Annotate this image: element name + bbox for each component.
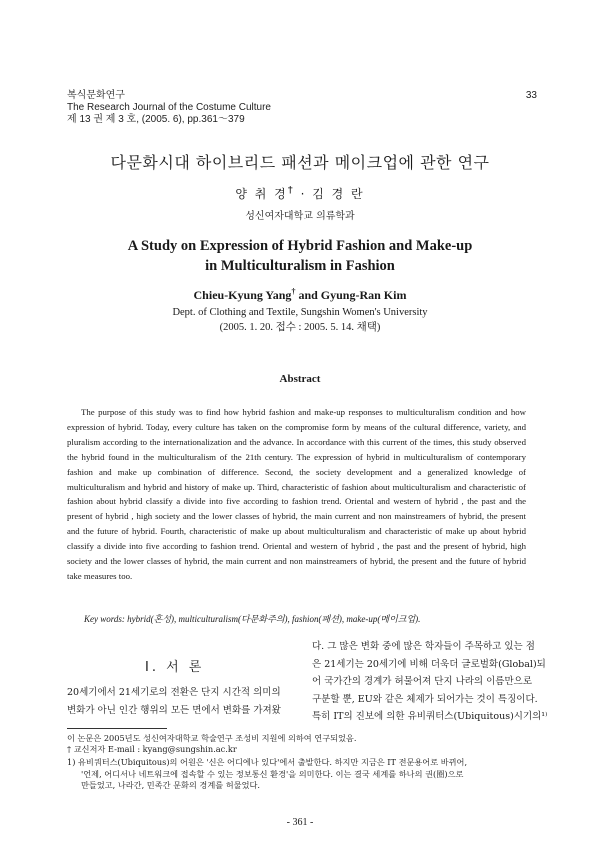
title-korean: 다문화시대 하이브리드 패션과 메이크업에 관한 연구 <box>110 153 490 172</box>
footnote-line: 만들었고, 나라간, 민족간 문화의 경계를 허물었다. <box>81 780 261 790</box>
footnote-funding: 이 논문은 2005년도 성신여자대학교 학술연구 조성비 지원에 의하여 연구되었음. <box>67 733 357 743</box>
journal-name-ko: 복식문화연구 <box>67 90 125 101</box>
footnote-ubiquitous <box>67 757 532 792</box>
body-line: 특히 IT의 진보에 의한 유비쿼터스(Ubiquitous)시기의¹⁾ <box>312 711 548 722</box>
body-line: 은 21세기는 20세기에 비해 더욱더 글로벌화(Global)되 <box>312 658 546 670</box>
journal-volume: 제 13 권 제 3 호, (2005. 6), pp.361～379 <box>67 114 245 125</box>
section-heading-introduction: Ⅰ. 서 론 <box>145 660 205 675</box>
journal-name-en: The Research Journal of the Costume Culture <box>67 102 271 113</box>
journal-header <box>67 90 271 126</box>
body-line: 변화가 아닌 인간 행위의 모든 면에서 변화를 가져왔 <box>67 704 281 716</box>
author-second-ko: 김 경 란 <box>312 187 365 201</box>
author-first-ko: 양 취 경 <box>235 187 288 201</box>
author-separator: · <box>294 187 313 201</box>
received-accepted-dates: (2005. 1. 20. 접수 : 2005. 5. 14. 채택) <box>219 322 381 333</box>
title-english-line1: A Study on Expression of Hybrid Fashion and Make-up <box>127 238 473 254</box>
title-english-line2: in Multiculturalism in Fashion <box>205 258 395 274</box>
author-rest-en: and Gyung-Ran Kim <box>295 288 407 302</box>
footnote-line: '언제, 어디서나 네트워크에 접속할 수 있는 정보통신 환경'을 의미한다. 이는 결국 세계를 하나의 권(圈)으로 <box>81 768 464 779</box>
footnote-corresponding-email: † 교신저자 E-mail : kyang@sungshin.ac.kr <box>67 744 237 754</box>
page-number-bottom: - 361 - <box>286 817 314 828</box>
authors-english <box>0 287 600 303</box>
footnote-separator <box>67 728 167 729</box>
abstract-text: The purpose of this study was to find how hybrid fashion and make-up responses to multiculturalism condition and how expression of hybrid. Today, every culture has taken on the compromise form by means of the cultural difference, variety, and pluralism according to the internationalization and the advance. In accordance with this current of the times, this study observed the hybrid found in the multiculturalism of the 21th century. The expression of hybrid in multiculturalism of contemporary fashion and make up combination of difference. Second, the society development and a generalized knowledge of multiculturalism and hybrid and history of make up. Third, characteristic of fashion about multiculturalism and characteristic of fashion about hybrid classify a divide into five according to fashion trend. Oriental and western of hybrid , the past and the present of hybrid , high society and the lower classes of hybrid, the main current and non mainstreamers of hybrid, the present and the future of hybrid. Fourth, characteristic of make up about multiculturalism and characteristic of make up about hybrid classify a divide into five according to fashion trend. Oriental and western of hybrid , the past and the present of hybrid, high society and the lower classes of hybrid, the main current and non mainstreamers of hybrid, the present and the future of hybrid take measures too. <box>67 407 526 581</box>
abstract-heading: Abstract <box>279 373 321 385</box>
corresponding-mark: † <box>287 185 295 196</box>
affiliation-english-block <box>0 305 600 335</box>
body-line: 20세기에서 21세기로의 전환은 단지 시간적 의미의 <box>67 687 281 698</box>
affiliation-english: Dept. of Clothing and Textile, Sungshin Women's University <box>172 307 428 318</box>
body-column-right <box>312 638 548 726</box>
body-line: 어 국가간의 경계가 허물어져 단지 나라의 이름만으로 <box>312 676 533 687</box>
affiliation-korean: 성신여자대학교 의류학과 <box>245 211 355 222</box>
author-first-en: Chieu-Kyung Yang <box>193 288 292 302</box>
authors-korean <box>0 185 600 202</box>
body-line: 다. 그 많은 변화 중에 많은 학자들이 주목하고 있는 점 <box>312 641 535 652</box>
corresponding-mark-en: † <box>291 287 296 296</box>
footnote-line: 1) 유비쿼터스(Ubiquitous)의 어원은 '신은 어디에나 있다'에서 출발한다. 하지만 지금은 IT 전문용어로 바뀌어, <box>67 757 468 767</box>
body-line: 구분할 뿐, EU와 같은 체제가 되어가는 것이 특징이다. <box>312 693 538 705</box>
keywords: Key words: hybrid(혼성), multiculturalism(다문화주의), fashion(패션), make-up(메이크업). <box>84 614 421 624</box>
body-column-left <box>67 684 292 719</box>
page-number-top: 33 <box>525 90 537 101</box>
title-english <box>0 236 600 276</box>
